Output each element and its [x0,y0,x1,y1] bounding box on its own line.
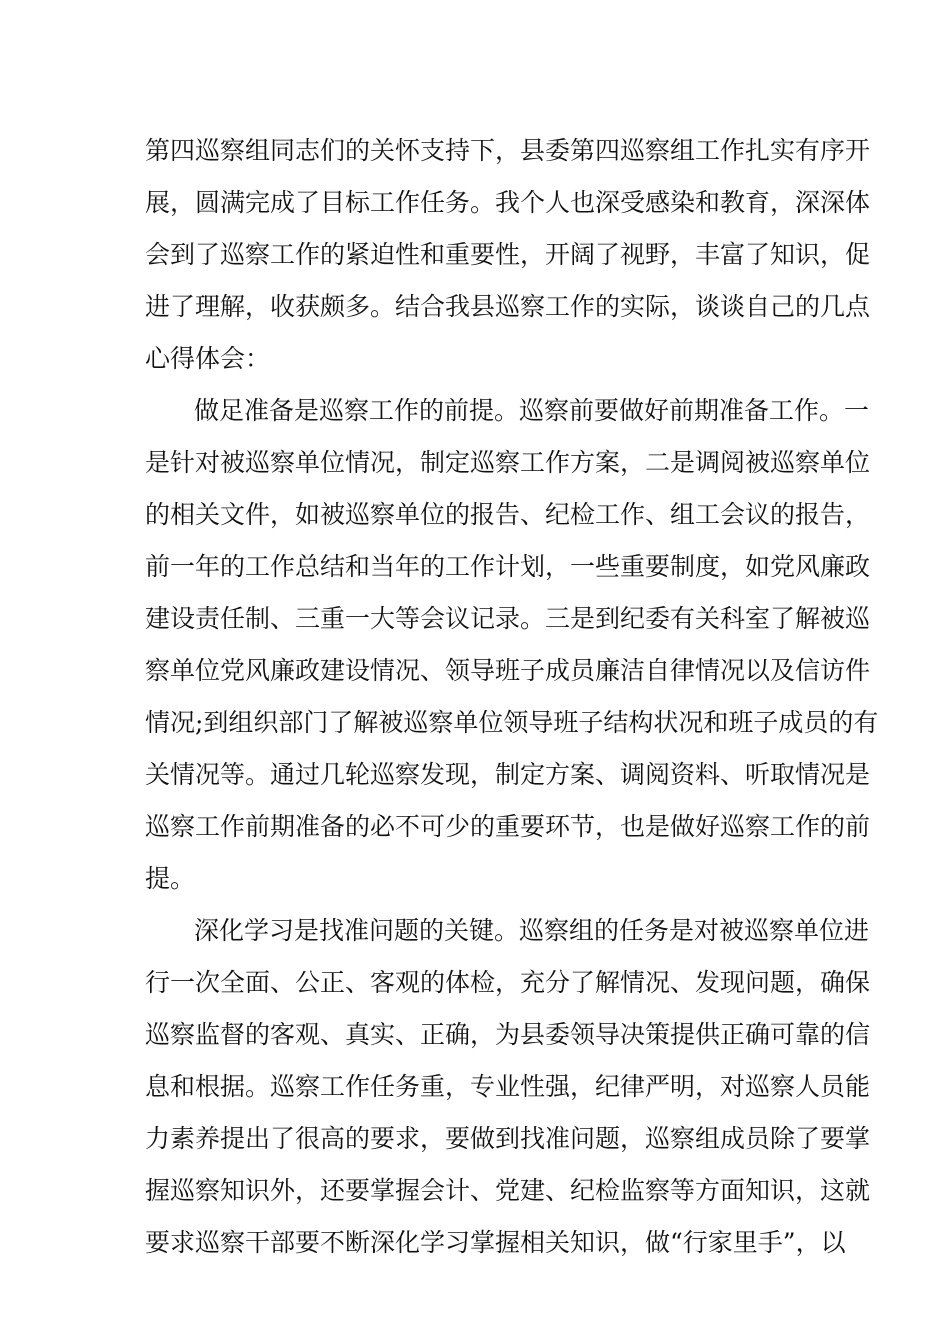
text-line: 心得体会： [145,344,271,373]
text-line: 第四巡察组同志们的关怀支持下，县委第四巡察组工作扎实有序开 [145,136,871,165]
text-line: 巡察监督的客观、真实、正确，为县委领导决策提供正确可靠的信 [145,1020,871,1049]
text-line: 的相关文件，如被巡察单位的报告、纪检工作、组工会议的报告， [145,500,871,529]
text-line: 力素养提出了很高的要求，要做到找准问题，巡察组成员除了要掌 [145,1124,871,1153]
text-line: 握巡察知识外，还要掌握会计、党建、纪检监察等方面知识，这就 [145,1176,871,1205]
text-line: 前一年的工作总结和当年的工作计划，一些重要制度，如党风廉政 [145,552,871,581]
text-line: 要求巡察干部要不断深化学习掌握相关知识，做“行家里手”，以 [145,1228,846,1257]
text-line: 提。 [145,864,196,893]
text-line: 察单位党风廉政建设情况、领导班子成员廉洁自律情况以及信访件 [145,656,871,685]
text-line: 展，圆满完成了目标工作任务。我个人也深受感染和教育，深深体 [145,188,871,217]
text-line: 情况;到组织部门了解被巡察单位领导班子结构状况和班子成员的有 [145,708,879,737]
text-line: 建设责任制、三重一大等会议记录。三是到纪委有关科室了解被巡 [145,604,871,633]
text-line: 息和根据。巡察工作任务重，专业性强，纪律严明，对巡察人员能 [145,1072,871,1101]
text-line: 巡察工作前期准备的必不可少的重要环节，也是做好巡察工作的前 [145,812,871,841]
text-line: 进了理解，收获颇多。结合我县巡察工作的实际，谈谈自己的几点 [145,292,871,321]
paragraph-first-line: 深化学习是找准问题的关键。巡察组的任务是对被巡察单位进 [194,916,870,945]
text-line: 行一次全面、公正、客观的体检，充分了解情况、发现问题，确保 [145,968,871,997]
text-line: 关情况等。通过几轮巡察发现，制定方案、调阅资料、听取情况是 [145,760,871,789]
paragraph-first-line: 做足准备是巡察工作的前提。巡察前要做好前期准备工作。一 [194,396,870,425]
text-line: 会到了巡察工作的紧迫性和重要性，开阔了视野，丰富了知识，促 [145,240,871,269]
text-line: 是针对被巡察单位情况，制定巡察工作方案，二是调阅被巡察单位 [145,448,871,477]
